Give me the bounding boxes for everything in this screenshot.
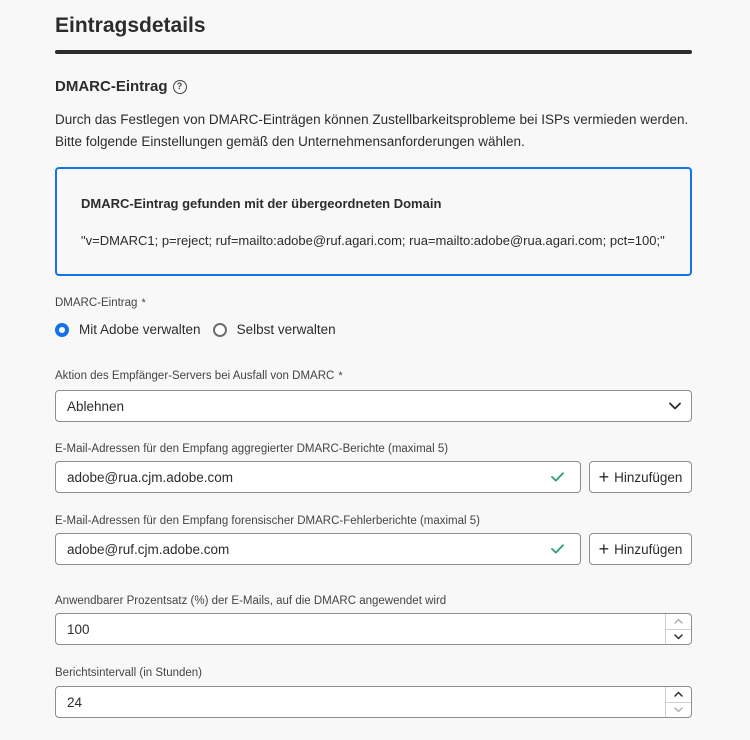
checkmark-icon	[551, 472, 564, 482]
increment-button[interactable]	[666, 687, 691, 702]
percentage-label: Anwendbarer Prozentsatz (%) der E-Mails, auf die DMARC angewendet wird	[55, 595, 447, 607]
percentage-number-field[interactable]	[55, 613, 692, 645]
add-aggregate-address-button[interactable]	[589, 461, 692, 493]
radio-manage-with-adobe[interactable]	[55, 322, 201, 337]
aggregate-reports-input[interactable]	[55, 461, 581, 493]
add-button-label: Hinzufügen	[614, 469, 683, 485]
decrement-button[interactable]	[666, 702, 691, 718]
info-box-record: "v=DMARC1; p=reject; ruf=mailto:adobe@ruf.agari.com; rua=mailto:adobe@rua.agari.com; pct=100;"	[81, 233, 665, 248]
radio-unchecked-icon[interactable]	[213, 323, 227, 337]
info-box-title: DMARC-Eintrag gefunden mit der übergeordneten Domain	[81, 196, 442, 211]
report-interval-number-field[interactable]	[55, 686, 692, 718]
section-title-text: DMARC-Eintrag	[55, 78, 168, 95]
required-marker: *	[338, 370, 343, 382]
forensic-reports-value: adobe@ruf.cjm.adobe.com	[67, 541, 230, 557]
add-button-label: Hinzufügen	[614, 541, 683, 557]
section-title	[55, 78, 187, 95]
dmarc-found-info-box	[55, 167, 692, 276]
chevron-up-icon	[674, 618, 683, 624]
chevron-down-icon	[674, 634, 683, 640]
increment-button[interactable]	[666, 614, 691, 629]
radio-label: Mit Adobe verwalten	[79, 322, 201, 337]
policy-select-value: Ablehnen	[67, 398, 125, 414]
policy-label-text: Aktion des Empfänger-Servers bei Ausfall von DMARC	[55, 370, 335, 382]
percentage-value: 100	[67, 621, 90, 637]
required-marker: *	[141, 297, 146, 309]
decrement-button[interactable]	[666, 629, 691, 645]
dmarc-record-label-text: DMARC-Eintrag	[55, 297, 138, 309]
help-circle-icon[interactable]: ?	[173, 80, 187, 94]
section-description: Durch das Festlegen von DMARC-Einträgen können Zustellbarkeitsprobleme bei ISPs vermieden werden. Bitte folgende Einstellungen gemäß den Unternehmensanforderungen wählen.	[55, 112, 689, 149]
forensic-reports-label: E-Mail-Adressen für den Empfang forensischer DMARC-Fehlerberichte (maximal 5)	[55, 515, 481, 527]
aggregate-reports-value: adobe@rua.cjm.adobe.com	[67, 469, 234, 485]
dmarc-record-label	[55, 297, 146, 309]
add-forensic-address-button[interactable]	[589, 533, 692, 565]
chevron-down-icon	[669, 402, 681, 410]
percentage-stepper	[665, 614, 691, 644]
radio-label: Selbst verwalten	[236, 322, 336, 337]
plus-icon: +	[598, 467, 610, 487]
radio-checked-icon[interactable]	[55, 323, 69, 337]
report-interval-stepper	[665, 687, 691, 717]
radio-self-manage[interactable]	[213, 322, 336, 337]
plus-icon: +	[598, 539, 610, 559]
report-interval-label: Berichtsintervall (in Stunden)	[55, 667, 203, 679]
policy-label	[55, 370, 343, 382]
page-title: Eintragsdetails	[55, 14, 206, 37]
chevron-down-icon	[674, 707, 683, 713]
chevron-up-icon	[674, 691, 683, 697]
dmarc-record-radio-group	[55, 322, 348, 337]
aggregate-reports-label: E-Mail-Adressen für den Empfang aggregierter DMARC-Berichte (maximal 5)	[55, 443, 449, 455]
title-divider	[55, 50, 692, 54]
checkmark-icon	[551, 544, 564, 554]
policy-select[interactable]	[55, 390, 692, 422]
report-interval-value: 24	[67, 694, 83, 710]
forensic-reports-input[interactable]	[55, 533, 581, 565]
